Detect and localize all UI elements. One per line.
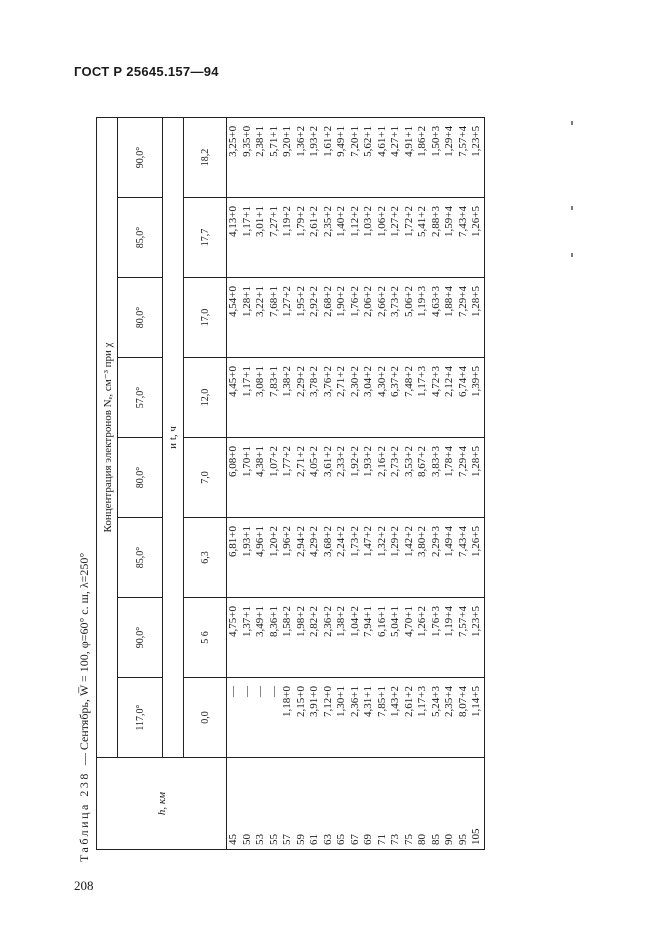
concentration-value: 3,73+2 (389, 286, 401, 317)
concentration-value: 2,16+2 (375, 446, 388, 477)
concentration-value: 2,15+0 (294, 686, 307, 717)
concentration-value: 1,19+4 (443, 606, 455, 637)
data-column (227, 678, 485, 758)
concentration-value: 1,58+2 (281, 606, 293, 637)
concentration-value: 3,01+1 (254, 206, 266, 237)
concentration-value: 4,05+2 (308, 446, 320, 477)
data-column (227, 117, 485, 197)
concentration-value: 1,20+2 (267, 526, 280, 557)
concentration-value: 5,04+1 (389, 606, 401, 637)
concentration-value: 1,98+2 (294, 606, 307, 637)
concentration-value: 1,28+5 (470, 446, 482, 477)
concentration-value: — (254, 686, 266, 697)
concentration-value: 4,29+2 (308, 526, 320, 557)
concentration-value: 4,45+0 (227, 366, 239, 397)
concentration-value: 7,29+4 (456, 446, 469, 477)
concentration-value: 2,12+4 (443, 366, 455, 397)
concentration-value: 1,73+2 (348, 526, 361, 557)
page-number: 208 (74, 878, 94, 893)
concentration-value: 3,61+2 (321, 446, 334, 477)
chi-header-cell: 90,0° (118, 117, 163, 197)
concentration-value: 2,94+2 (294, 526, 307, 557)
data-column (227, 438, 485, 518)
concentration-value: 7,68+1 (267, 286, 280, 317)
concentration-value: 1,92+2 (348, 446, 361, 477)
concentration-value: 1,90+2 (335, 286, 347, 317)
concentration-value: 7,48+2 (402, 366, 415, 397)
concentration-value: 2,71+2 (294, 446, 307, 477)
concentration-value: 4,91+1 (402, 125, 415, 157)
scan-speck (571, 253, 573, 257)
ut-header-cell: 17,0 (184, 278, 227, 358)
ut-header-cell: 0,0 (184, 678, 227, 758)
concentration-value: 4,38+1 (254, 446, 266, 477)
concentration-value: 2,29+2 (294, 366, 307, 397)
concentration-value: 1,17+3 (416, 686, 428, 717)
concentration-value: 6,37+2 (389, 366, 401, 397)
height-value: 69 (362, 834, 374, 845)
concentration-value: 2,38+1 (254, 125, 266, 157)
height-value: 59 (294, 834, 307, 845)
concentration-value: 2,88+3 (429, 206, 442, 237)
height-header: h, км (97, 758, 227, 850)
concentration-value: 1,17+1 (240, 206, 253, 237)
height-value: 53 (254, 834, 266, 845)
concentration-value: 1,27+2 (281, 286, 293, 317)
height-value: 75 (402, 834, 415, 845)
concentration-value: 4,70+1 (402, 606, 415, 637)
concentration-value: 1,70+1 (240, 446, 253, 477)
data-column (227, 278, 485, 358)
concentration-value: 2,30+2 (348, 366, 361, 397)
concentration-value: 2,73+2 (389, 446, 401, 477)
concentration-value: 2,29+3 (429, 526, 442, 557)
concentration-value: 4,27+1 (389, 125, 401, 157)
chi-header-cell: 80,0° (118, 438, 163, 518)
concentration-value: 5,62+1 (362, 125, 374, 157)
height-value: 90 (443, 834, 455, 845)
concentration-value: 7,83+1 (267, 366, 280, 397)
concentration-value: 4,31+1 (362, 686, 374, 717)
concentration-value: 1,61+2 (321, 125, 334, 157)
concentration-value: 3,25+0 (227, 125, 239, 157)
height-value: 73 (389, 834, 401, 845)
concentration-value: 3,53+2 (402, 446, 415, 477)
concentration-value: 1,38+2 (335, 606, 347, 637)
height-value: 57 (281, 834, 293, 845)
height-value: 45 (227, 834, 239, 845)
ut-header-cell: 5 6 (184, 598, 227, 678)
concentration-value: 4,54+0 (227, 286, 239, 317)
concentration-value: 1,93+1 (240, 526, 253, 557)
concentration-value: 1,43+2 (389, 686, 401, 717)
concentration-value: — (240, 686, 253, 697)
concentration-value: 3,22+1 (254, 286, 266, 317)
concentration-value: 1,32+2 (375, 526, 388, 557)
concentration-value: 1,42+2 (402, 526, 415, 557)
data-column (227, 198, 485, 278)
height-value: 105 (470, 828, 482, 845)
concentration-value: 4,13+0 (227, 206, 239, 237)
concentration-value: 4,63+3 (429, 286, 442, 317)
concentration-value: 9,20+1 (281, 125, 293, 157)
concentration-value: 1,12+2 (348, 206, 361, 237)
height-value: 71 (375, 834, 388, 845)
concentration-value: — (227, 686, 239, 697)
concentration-value: 4,75+0 (227, 606, 239, 637)
sub-header: и t, ч (163, 117, 184, 757)
concentration-value: 1,14+5 (470, 686, 482, 717)
height-value: 63 (321, 834, 334, 845)
concentration-value: 1,93+2 (362, 446, 374, 477)
concentration-value: 3,08+1 (254, 366, 266, 397)
concentration-value: 1,37+1 (240, 606, 253, 637)
concentration-value: 1,23+5 (470, 606, 482, 637)
concentration-value: 2,71+2 (335, 366, 347, 397)
concentration-value: 2,92+2 (308, 286, 320, 317)
chi-header-cell: 90,0° (118, 598, 163, 678)
concentration-value: 2,82+2 (308, 606, 320, 637)
chi-header-cell: 80,0° (118, 278, 163, 358)
ut-header-cell: 18,2 (184, 117, 227, 197)
concentration-value: 1,19+3 (416, 286, 428, 317)
heights-column (227, 758, 485, 850)
chi-header-cell: 57,0° (118, 358, 163, 438)
concentration-value: 2,33+2 (335, 446, 347, 477)
concentration-value: 1,76+3 (429, 606, 442, 637)
concentration-value: 8,07+4 (456, 686, 469, 717)
concentration-value: 1,29+2 (389, 526, 401, 557)
height-value: 95 (456, 834, 469, 845)
concentration-value: 3,68+2 (321, 526, 334, 557)
concentration-value: 1,47+2 (362, 526, 374, 557)
concentration-value: 1,30+1 (335, 686, 347, 717)
concentration-value: 7,29+4 (456, 286, 469, 317)
concentration-value: 1,77+2 (281, 446, 293, 477)
ut-header-cell: 12,0 (184, 358, 227, 438)
concentration-value: 5,24+3 (429, 686, 442, 717)
concentration-value: 3,49+1 (254, 606, 266, 637)
concentration-value: 2,61+2 (308, 206, 320, 237)
concentration-value: 3,04+2 (362, 366, 374, 397)
concentration-value: 1,50+3 (429, 125, 442, 157)
concentration-value: 4,72+3 (429, 366, 442, 397)
concentration-value: 1,29+4 (443, 125, 455, 157)
concentration-value: 6,16+1 (375, 606, 388, 637)
concentration-value: 1,07+2 (267, 446, 280, 477)
scan-speck (571, 121, 573, 125)
concentration-value: 1,95+2 (294, 286, 307, 317)
rotated-table-block (72, 112, 492, 868)
concentration-value: 9,35+0 (240, 125, 253, 157)
table-caption (74, 553, 94, 862)
concentration-value: 1,18+0 (281, 686, 293, 717)
concentration-value: 7,43+4 (456, 526, 469, 557)
chi-header-cell: 117,0° (118, 678, 163, 758)
height-value: 85 (429, 834, 442, 845)
concentration-value: 3,78+2 (308, 366, 320, 397)
height-value: 55 (267, 834, 280, 845)
concentration-value: 6,08+0 (227, 446, 239, 477)
concentration-value: 1,39+5 (470, 366, 482, 397)
data-column (227, 518, 485, 598)
concentration-value: 5,71+1 (267, 125, 280, 157)
concentration-value: 3,76+2 (321, 366, 334, 397)
concentration-value: 1,28+1 (240, 286, 253, 317)
concentration-value: 2,36+2 (321, 606, 334, 637)
concentration-value: 5,41+2 (416, 206, 428, 237)
chi-row (118, 117, 163, 849)
concentration-value: 1,79+2 (294, 206, 307, 237)
concentration-value: 7,27+1 (267, 206, 280, 237)
concentration-value: 3,91+0 (308, 686, 320, 717)
concentration-value: 1,38+2 (281, 366, 293, 397)
concentration-value: 1,78+4 (443, 446, 455, 477)
concentration-value: 1,06+2 (375, 206, 388, 237)
height-value: 50 (240, 834, 253, 845)
concentration-value: 1,36+2 (294, 125, 307, 157)
concentration-value: 1,23+5 (470, 125, 482, 157)
concentration-value: 1,40+2 (335, 206, 347, 237)
concentration-value: 1,26+5 (470, 526, 482, 557)
concentration-value: 1,59+4 (443, 206, 455, 237)
table-body-row (227, 117, 485, 849)
concentration-value: 4,30+2 (375, 366, 388, 397)
concentration-value: 1,49+4 (443, 526, 455, 557)
height-value: 65 (335, 834, 347, 845)
ut-header-cell: 17,7 (184, 198, 227, 278)
concentration-value: 1,86+2 (416, 125, 428, 157)
concentration-value: 1,27+2 (389, 206, 401, 237)
concentration-value: 2,35+4 (443, 686, 455, 717)
data-column (227, 598, 485, 678)
concentration-value: 1,96+2 (281, 526, 293, 557)
concentration-value: 1,26+2 (416, 606, 428, 637)
concentration-value: 2,35+2 (321, 206, 334, 237)
concentration-value: 2,36+1 (348, 686, 361, 717)
concentration-value: 1,03+2 (362, 206, 374, 237)
concentration-value: 7,20+1 (348, 125, 361, 157)
concentration-value: 7,57+4 (456, 125, 469, 157)
concentration-value: 1,17+3 (416, 366, 428, 397)
table-caption-text: — Сентябрь, W̅ = 100, φ=60° с. ш, λ=250° (77, 552, 91, 766)
scan-speck (571, 206, 573, 210)
concentration-value: 6,81+0 (227, 526, 239, 557)
data-column (227, 358, 485, 438)
concentration-value: 1,28+5 (470, 286, 482, 317)
electron-concentration-table (96, 117, 485, 850)
concentration-value: 7,94+1 (362, 606, 374, 637)
concentration-value: 7,85+1 (375, 686, 388, 717)
concentration-value: 1,26+5 (470, 206, 482, 237)
ut-header-cell: 6,3 (184, 518, 227, 598)
ut-row (184, 117, 227, 849)
concentration-value: 1,19+2 (281, 206, 293, 237)
concentration-value: 6,74+4 (456, 366, 469, 397)
concentration-value: — (267, 686, 280, 697)
concentration-value: 4,61+1 (375, 125, 388, 157)
concentration-value: 1,17+1 (240, 366, 253, 397)
concentration-value: 4,96+1 (254, 526, 266, 557)
concentration-value: 2,66+2 (375, 286, 388, 317)
concentration-value: 3,80+2 (416, 526, 428, 557)
chi-header-cell: 85,0° (118, 518, 163, 598)
chi-header-cell: 85,0° (118, 198, 163, 278)
concentration-value: 2,61+2 (402, 686, 415, 717)
concentration-value: 7,12+0 (321, 686, 334, 717)
main-header: Концентрация электронов Nₑ, см⁻³ при χ (97, 117, 118, 757)
concentration-value: 3,83+3 (429, 446, 442, 477)
concentration-value: 8,36+1 (267, 606, 280, 637)
table-caption-lead: Таблица 238 (77, 771, 91, 862)
concentration-value: 1,72+2 (402, 206, 415, 237)
concentration-value: 7,57+4 (456, 606, 469, 637)
height-value: 67 (348, 834, 361, 845)
concentration-value: 2,06+2 (362, 286, 374, 317)
concentration-value: 8,67+2 (416, 446, 428, 477)
concentration-value: 1,76+2 (348, 286, 361, 317)
concentration-value: 5,06+2 (402, 286, 415, 317)
concentration-value: 2,24+2 (335, 526, 347, 557)
ut-header-cell: 7,0 (184, 438, 227, 518)
concentration-value: 7,43+4 (456, 206, 469, 237)
concentration-value: 9,49+1 (335, 125, 347, 157)
concentration-value: 1,93+2 (308, 125, 320, 157)
concentration-value: 2,68+2 (321, 286, 334, 317)
height-value: 61 (308, 834, 320, 845)
concentration-value: 1,88+4 (443, 286, 455, 317)
concentration-value: 1,04+2 (348, 606, 361, 637)
doc-code: ГОСТ Р 25645.157—94 (74, 64, 219, 79)
height-value: 80 (416, 834, 428, 845)
